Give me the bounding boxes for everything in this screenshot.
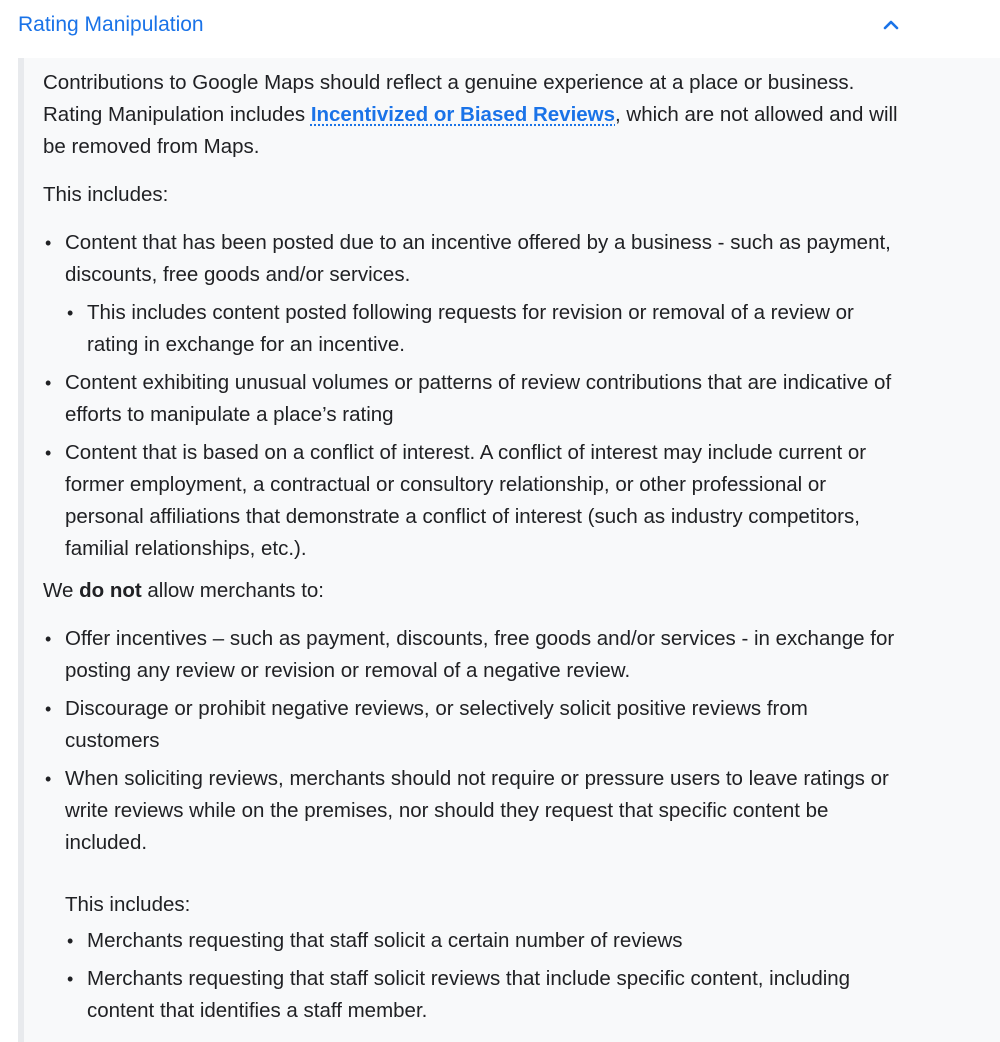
list-item (43, 367, 903, 431)
intro-text-before: Contributions to Google Maps should reflect a genuine experience at a place or business. Rating Manipulation includes (43, 71, 855, 126)
list-item (43, 623, 903, 687)
sub-list (65, 925, 903, 1027)
accordion-content (43, 67, 903, 1033)
sub-list-item-text: This includes content posted following requests for revision or removal of a review or rating in exchange for an incentive. (87, 301, 854, 356)
sub-list-item-text: Merchants requesting that staff solicit reviews that include specific content, including content that identifies a staff member. (87, 967, 851, 1022)
merchants-bold-text: do not (79, 579, 142, 602)
incentivized-reviews-link[interactable]: Incentivized or Biased Reviews (310, 103, 616, 126)
list-item (43, 763, 903, 1027)
list-item (43, 693, 903, 757)
list-item-text: Offer incentives – such as payment, discounts, free goods and/or services - in exchange for posting any review or revision or removal of a negative review. (65, 627, 895, 682)
merchants-text-after: allow merchants to: (141, 579, 325, 602)
merchants-paragraph (43, 575, 903, 607)
list-item-text: Content that has been posted due to an incentive offered by a business - such as payment, discounts, free goods and/or services. (65, 231, 891, 286)
merchants-text-before: We (43, 579, 80, 602)
includes-label: This includes: (43, 183, 169, 206)
spacer (65, 859, 903, 889)
intro-text-after: , which are not allowed and will be removed from Maps. (43, 103, 898, 158)
prohibited-content-list (43, 227, 903, 565)
chevron-up-icon[interactable] (880, 14, 902, 36)
list-item (43, 227, 903, 361)
sub-list-item (65, 925, 903, 957)
sub-list-item (65, 297, 903, 361)
sub-list-item-text: Merchants requesting that staff solicit a certain number of reviews (87, 929, 683, 952)
list-item-text: When soliciting reviews, merchants should not require or pressure users to leave ratings or write reviews while on the premises, nor should they request that specific content be included. (65, 767, 889, 854)
sub-includes-label: This includes: (65, 893, 191, 916)
list-item-text: Content that is based on a conflict of interest. A conflict of interest may include current or former employment, a contractual or consultory relationship, or other professional or personal affiliations that demonstrate a conflict of interest (such as industry competitors, familial relationships, etc.). (65, 441, 867, 560)
intro-paragraph (43, 67, 903, 163)
merchant-rules-list (43, 623, 903, 1027)
accordion-header[interactable] (0, 0, 1000, 50)
sub-list-item (65, 963, 903, 1027)
list-item (43, 437, 903, 565)
list-item-text: Content exhibiting unusual volumes or patterns of review contributions that are indicative of efforts to manipulate a place’s rating (65, 371, 892, 426)
accordion-title[interactable]: Rating Manipulation (18, 13, 204, 36)
list-item-text: Discourage or prohibit negative reviews, or selectively solicit positive reviews from customers (65, 697, 808, 752)
sub-list (65, 297, 903, 361)
